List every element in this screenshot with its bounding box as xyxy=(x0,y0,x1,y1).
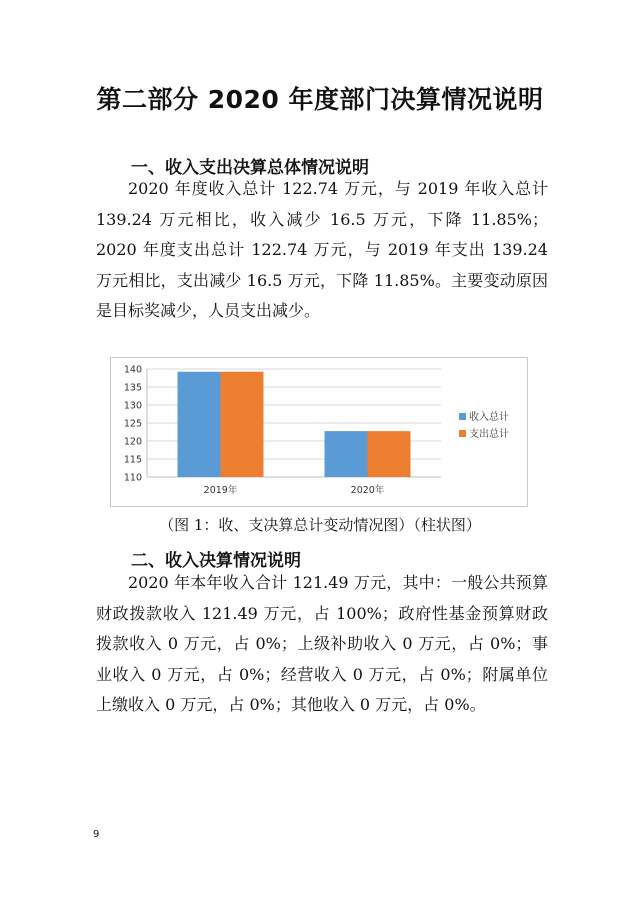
section-2-heading: 二、收入决算情况说明 xyxy=(131,551,301,571)
section-2-paragraph: 2020 年本年收入合计 121.49 万元，其中：一般公共预算财政拨款收入 121.49 万元，占 100%；政府性基金预算财政拨款收入 0 万元，占 0%；上级补助收入 0 万元，占 0%；事业收入 0 万元，占 0%；经营收入 0 万元，占 0%；附属单位上缴收入 0 万元，占 0%；其他收入 0 万元，占 0%。 xyxy=(96,573,548,714)
bar-收入总计-2019年 xyxy=(178,372,221,477)
y-tick-label: 135 xyxy=(123,382,142,394)
x-tick-label: 2019年 xyxy=(203,485,238,496)
y-tick-label: 115 xyxy=(123,454,142,466)
legend-swatch-收入总计 xyxy=(459,413,466,420)
y-tick-label: 130 xyxy=(123,400,142,412)
y-tick-label: 120 xyxy=(123,436,142,448)
bar-收入总计-2020年 xyxy=(325,431,368,477)
y-tick-label: 140 xyxy=(123,364,142,376)
legend-swatch-支出总计 xyxy=(459,430,466,437)
bar-支出总计-2020年 xyxy=(368,431,411,477)
legend-label: 支出总计 xyxy=(469,429,509,440)
x-tick-label: 2020年 xyxy=(350,485,385,496)
legend-label: 收入总计 xyxy=(469,412,509,423)
y-tick-label: 125 xyxy=(123,418,142,430)
bar-chart xyxy=(110,357,528,507)
page-title: 第二部分 2020 年度部门决算情况说明 xyxy=(96,85,544,114)
section-1-heading: 一、收入支出决算总体情况说明 xyxy=(131,158,369,178)
section-1-paragraph: 2020 年度收入总计 122.74 万元，与 2019 年收入总计 139.24 万元相比，收入减少 16.5 万元，下降 11.85%；2020 年度支出总计 122.74 万元，与 2019 年支出 139.24 万元相比，支出减少 16.5 万元，下降 11.85%。主要变动原因是目标奖减少，人员支出减少。 xyxy=(96,179,548,320)
bar-chart-svg xyxy=(111,358,527,506)
figure-caption: （图 1：收、支决算总计变动情况图）（柱状图） xyxy=(159,516,481,534)
bar-支出总计-2019年 xyxy=(221,372,264,477)
page-number: 9 xyxy=(93,829,100,840)
y-tick-label: 110 xyxy=(123,472,142,484)
